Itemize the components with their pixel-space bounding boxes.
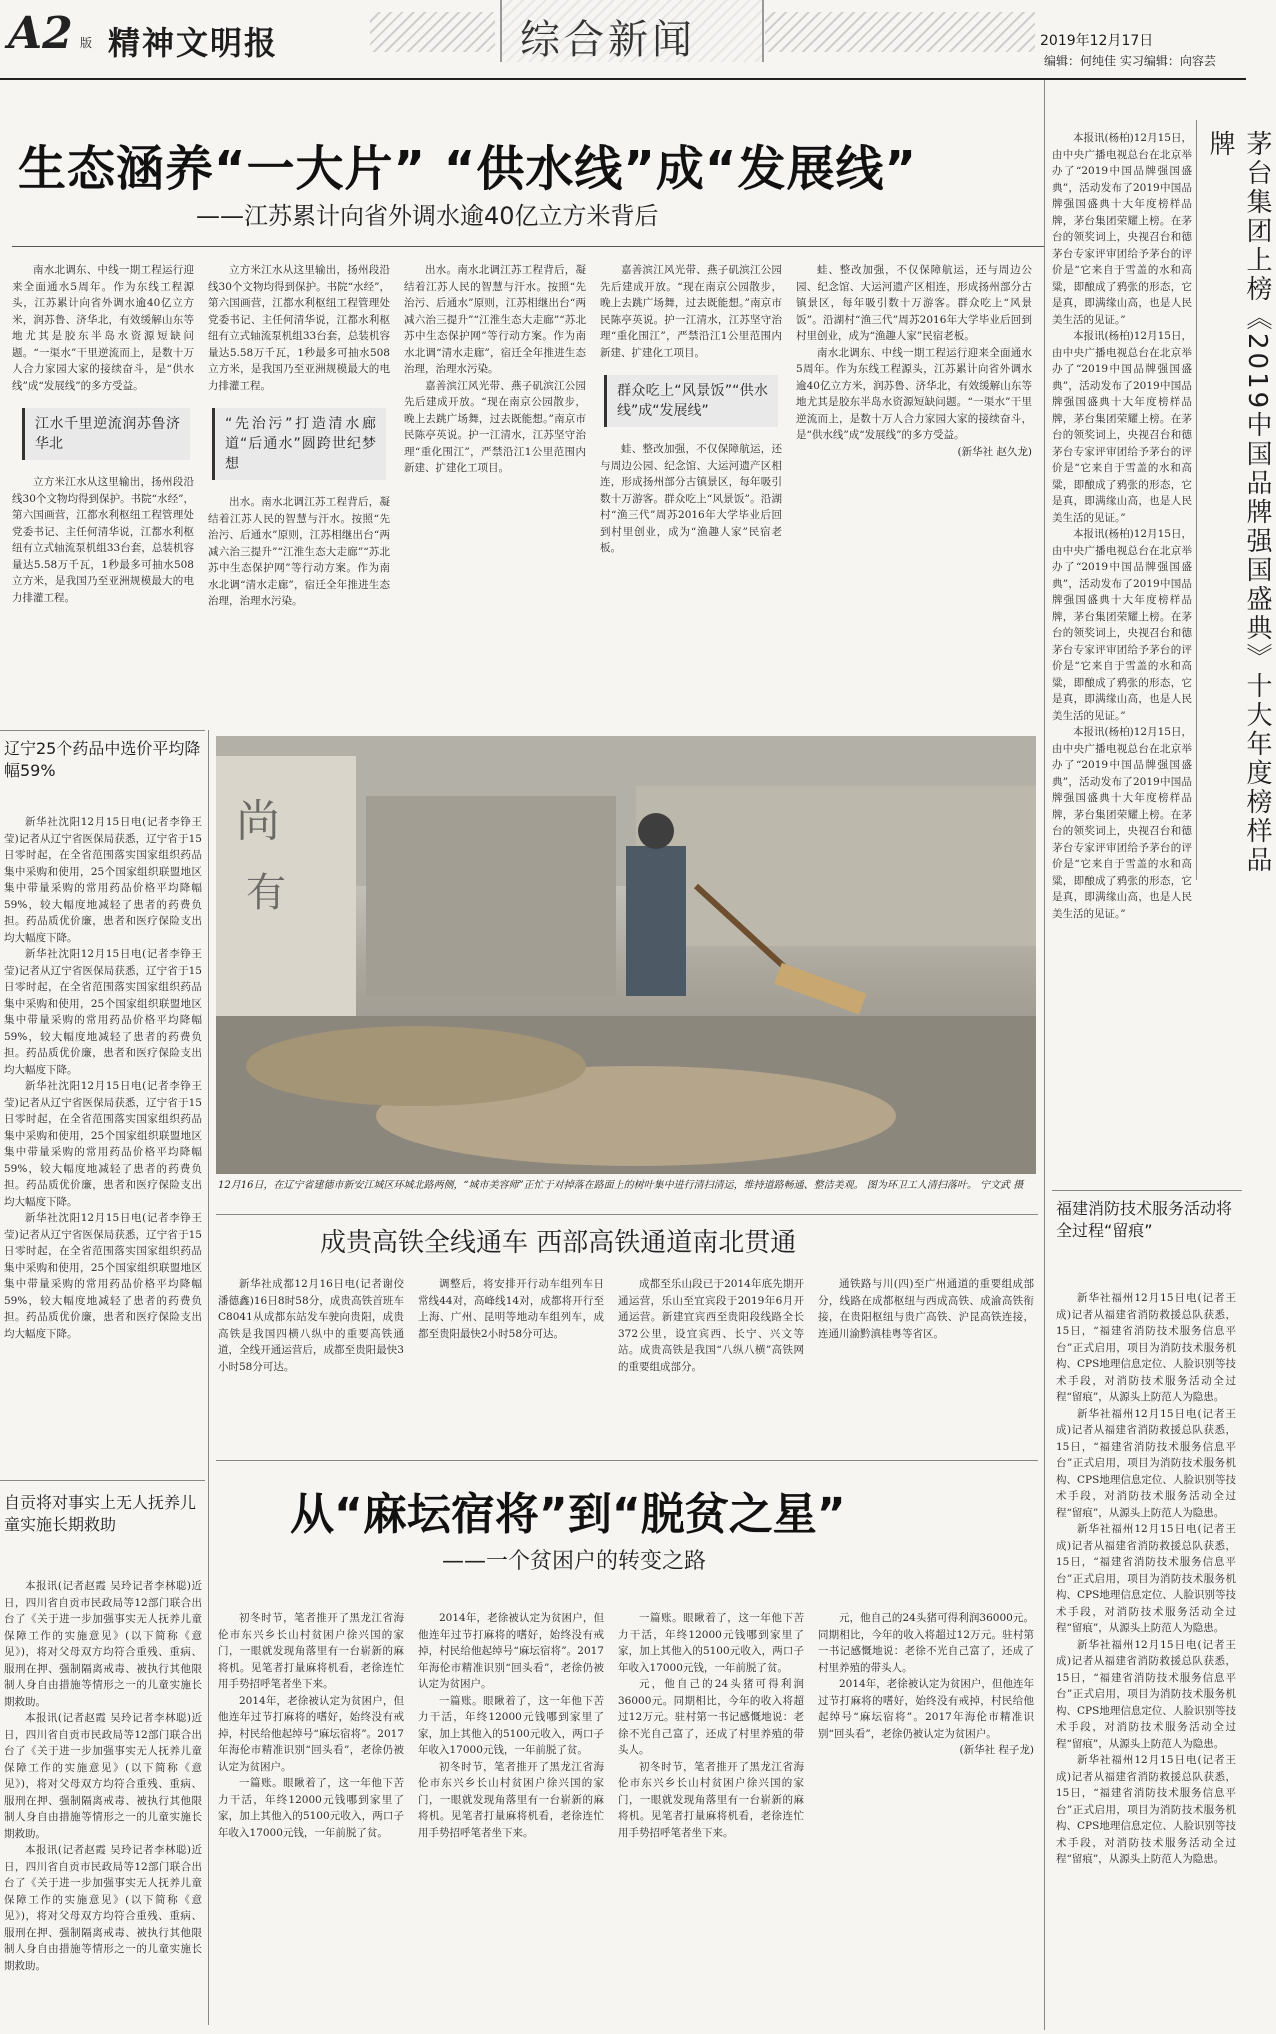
rail-news-column-2: 调整后，将安排开行动车组列车日常线44对，高峰线14对，成都将开行至上海、广州、昆明等地动车组列车，成都至贵阳最快2小时58分可达。 xyxy=(418,1278,604,1340)
editor-credits: 编辑：何纯佳 实习编辑：向容芸 xyxy=(1044,54,1216,68)
lead-column-3: 出水。南水北调江苏工程背后，凝结着江苏人民的智慧与汗水。按照“先治污、后通水”原则，江苏相继出台“两减六治三提升”“江淮生态大走廊”“苏北苏中生态保护网”等行动方案。作为南水北调“清水走廊”，宿迁全年推进生态治理，治理水污染。 嘉善滨江风光带、燕子矶滨江公园先后建成开放。“现在南京公园散步，晚上去跳广场舞，过去既能想。”南京市民陈亭英说。护一江清水，江苏坚守治理“重化围江”，严禁沿江1公里范围内新建、扩建化工项目。 xyxy=(404,264,586,474)
issue-date: 2019年12月17日 xyxy=(1040,33,1154,49)
rail-news-headline: 成贵高铁全线通车 西部高铁通道南北贯通 xyxy=(320,1228,797,1258)
right-rail-divider xyxy=(1044,80,1045,2030)
lead-divider xyxy=(12,246,1044,247)
lead-column-4: 嘉善滨江风光带、燕子矶滨江公园先后建成开放。“现在南京公园散步，晚上去跳广场舞，过去既能想。”南京市民陈亭英说。护一江清水，江苏坚守治理“重化围江”，严禁沿江1公里范围内新建、扩建化工项目。 群众吃上“风景饭”“供水线”成“发展线” 蛙、整改加强，不仅保障航运，还与周边公园、纪念馆、大运河遗产区相连，形成扬州部分古镇景区，每年吸引数十万游客。群众吃上“风景饭”。沿湖村“渔三代”周苏2016年大学毕业后回到村里创业，成为“渔趣人家”民宿老板。 xyxy=(600,264,782,554)
fujian-headline: 福建消防技术服务活动将全过程“留痕” xyxy=(1056,1199,1233,1240)
lead-headline: 生态涵养“一大片” “供水线”成“发展线” xyxy=(18,141,917,197)
svg-text:有: 有 xyxy=(246,870,286,916)
rail-news-divider xyxy=(216,1214,1038,1215)
news-photo xyxy=(216,736,1036,1174)
sichuan-divider xyxy=(0,1480,205,1481)
fujian-divider xyxy=(1052,1190,1242,1191)
feature-column-3: 一篇账。眼瞅着了，这一年他下苦力干活，年终12000元钱哪到家里了家，加上其他入的5100元收入，两口子年收入17000元钱，一年前脱了贫。 元，他自己的24头猪可得利润36000元。同期相比，今年的收入将超过12万元。驻村第一书记感慨地说：老徐不光自己富了，还成了村里养殖的带头人。 初冬时节，笔者推开了黑龙江省海伦市东兴乡长山村贫困户徐兴国的家门，一眼就发现角落里有一台崭新的麻将机。见笔者打量麻将机看，老徐连忙用手势招呼笔者坐下来。 xyxy=(618,1612,804,1839)
feature-divider xyxy=(216,1460,1038,1461)
page-suffix: 版 xyxy=(80,36,93,50)
maotai-vertical-headline: 茅台集团上榜《2019中国品牌强国盛典》十大年度榜样品牌 xyxy=(1205,130,1272,876)
sichuan-headline: 自贡将对事实上无人抚养儿童实施长期救助 xyxy=(4,1493,197,1534)
vertical-title-rule xyxy=(1196,120,1197,880)
liaoning-headline: 辽宁25个药品中选价平均降幅59% xyxy=(4,739,201,780)
rail-news-column-1: 新华社成都12月16日电(记者谢佼 潘德鑫)16日8时58分，成贵高铁首班车C8041从成都东站发车驶向贵阳，成贵高铁是我国四横八纵中的重要高铁通道，全线开通运营后，成都至贵阳最快3小时58分可达。 xyxy=(218,1278,404,1373)
feature-byline: (新华社 程子龙) xyxy=(959,1744,1034,1756)
lead-byline: (新华社 赵久龙) xyxy=(957,445,1032,458)
caption-text: 12月16日，在辽宁省建德市新安江城区环城北路两侧，“城市美容师”正忙于对掉落在路面上的树叶集中进行清扫清运，维持道路畅通、整洁美观。 xyxy=(218,1180,864,1191)
lead-subhead-2: “先治污”打造清水廊道“后通水”圆跨世纪梦想 xyxy=(212,408,386,480)
sichuan-article: 本报讯(记者赵霞 吴玲记者李林聪)近日，四川省自贡市民政局等12部门联合出台了《关于进一步加强事实无人抚养儿童保障工作的实施意见》(以下简称《意见》)，将对父母双方均符合重残、重病、服刑在押、强制隔离戒毒、被执行其他限制人身自由措施等情形之一的儿童实施长期救助。 本报讯(记者赵霞 吴玲记者李林聪)近日，四川省自贡市民政局等12部门联合出台了《关于进一步加强事实无人抚养儿童保障工作的实施意见》(以下简称《意见》)，将对父母双方均符合重残、重病、服刑在押、强制隔离戒毒、被执行其他限制人身自由措施等情形之一的儿童实施长期救助。 本报讯(记者赵霞 吴玲记者李林聪)近日，四川省自贡市民政局等12部门联合出台了《关于进一步加强事实无人抚养儿童保障工作的实施意见》(以下简称《意见》)，将对父母双方均符合重残、重病、服刑在押、强制隔离戒毒、被执行其他限制人身自由措施等情形之一的儿童实施长期救助。 xyxy=(4,1580,202,1972)
lead-subhead-3: 群众吃上“风景饭”“供水线”成“发展线” xyxy=(604,375,778,427)
lead-subtitle: ——江苏累计向省外调水逾40亿立方米背后 xyxy=(196,202,659,230)
street-sweeper-scene xyxy=(216,736,1036,1174)
fujian-article: 新华社福州12月15日电(记者王成)记者从福建省消防救援总队获悉，15日，“福建省消防技术服务信息平台”正式启用，项目为消防技术服务机构、CPS地理信息定位、人脸识别等技术手段，对消防技术服务活动全过程“留痕”，从源头上防范人为隐患。 新华社福州12月15日电(记者王成)记者从福建省消防救援总队获悉，15日，“福建省消防技术服务信息平台”正式启用，项目为消防技术服务机构、CPS地理信息定位、人脸识别等技术手段，对消防技术服务活动全过程“留痕”，从源头上防范人为隐患。 新华社福州12月15日电(记者王成)记者从福建省消防救援总队获悉，15日，“福建省消防技术服务信息平台”正式启用，项目为消防技术服务机构、CPS地理信息定位、人脸识别等技术手段，对消防技术服务活动全过程“留痕”，从源头上防范人为隐患。 新华社福州12月15日电(记者王成)记者从福建省消防救援总队获悉，15日，“福建省消防技术服务信息平台”正式启用，项目为消防技术服务机构、CPS地理信息定位、人脸识别等技术手段，对消防技术服务活动全过程“留痕”，从源头上防范人为隐患。 新华社福州12月15日电(记者王成)记者从福建省消防救援总队获悉，15日，“福建省消防技术服务信息平台”正式启用，项目为消防技术服务机构、CPS地理信息定位、人脸识别等技术手段，对消防技术服务活动全过程“留痕”，从源头上防范人为隐患。 xyxy=(1056,1292,1236,1865)
feature-column-1: 初冬时节，笔者推开了黑龙江省海伦市东兴乡长山村贫困户徐兴国的家门，一眼就发现角落里有一台崭新的麻将机。见笔者打量麻将机看，老徐连忙用手势招呼笔者坐下来。 2014年，老徐被认定为贫困户，但他连年过节打麻将的嗜好，始终没有戒掉，村民给他起绰号“麻坛宿将”。2017年海伦市精准识别“回头看”，老徐仍被认定为贫困户。 一篇账。眼瞅着了，这一年他下苦力干活，年终12000元钱哪到家里了家，加上其他入的5100元收入，两口子年收入17000元钱，一年前脱了贫。 xyxy=(218,1612,404,1839)
svg-text:尚: 尚 xyxy=(236,796,280,847)
feature-subtitle: ——一个贫困户的转变之路 xyxy=(442,1549,707,1574)
rail-news-column-3: 成都至乐山段已于2014年底先期开通运营，乐山至宜宾段于2019年6月开通运营。新建宜宾西至贵阳段线路全长372公里，设宜宾西、长宁、兴文等站。成贵高铁是我国“八纵八横”高铁网的重要组成部分。 xyxy=(618,1278,804,1373)
page-number: A2 xyxy=(8,8,73,59)
caption-credit: 图为环卫工人清扫落叶。 宁文武 摄 xyxy=(866,1180,1024,1191)
masthead xyxy=(0,0,1246,80)
feature-headline: 从“麻坛宿将”到“脱贫之星” xyxy=(290,1489,846,1540)
section-title: 综合新闻 xyxy=(520,17,696,63)
rail-news-column-4: 通铁路与川(四)至广州通道的重要组成部分，线路在成都枢纽与西成高铁、成渝高铁衔接，在贵阳枢纽与贵广高铁、沪昆高铁连接，连通川渝黔滇桂粤等省区。 xyxy=(818,1278,1034,1340)
decorative-stripes-right xyxy=(765,12,1035,52)
lead-column-5: 蛙、整改加强，不仅保障航运，还与周边公园、纪念馆、大运河遗产区相连，形成扬州部分古镇景区，每年吸引数十万游客。群众吃上“风景饭”。沿湖村“渔三代”周苏2016年大学毕业后回到村里创业，成为“渔趣人家”民宿老板。 南水北调东、中线一期工程运行迎来全面通水5周年。作为东线工程源头，江苏累计向省外调水逾40亿立方米，润苏鲁、济华北，有效缓解山东等地尤其是胶东半岛水资源短缺问题。“一渠水”干里逆流而上，是数十万人合力家园大家的接续奋斗，是“供水线”成“发展线”的多方受益。 (新华社 赵久龙) xyxy=(796,262,1032,682)
liaoning-divider xyxy=(0,730,205,731)
lead-subhead-1: 江水千里逆流润苏鲁济华北 xyxy=(22,408,190,460)
photo-caption xyxy=(218,1178,1034,1210)
left-rail-divider xyxy=(208,730,209,2025)
newspaper-name: 精神文明报 xyxy=(108,24,279,62)
decorative-stripes-left xyxy=(370,12,495,52)
liaoning-article: 新华社沈阳12月15日电(记者李铮王莹)记者从辽宁省医保局获悉，辽宁省于15日零时起，在全省范围落实国家组织药品集中采购和使用，25个国家组织联盟地区集中带量采购的常用药品价格平均降幅59%，较大幅度地减轻了患者的药费负担。药品质优价廉，患者和医疗保险支出均大幅度下降。 新华社沈阳12月15日电(记者李铮王莹)记者从辽宁省医保局获悉，辽宁省于15日零时起，在全省范围落实国家组织药品集中采购和使用，25个国家组织联盟地区集中带量采购的常用药品价格平均降幅59%，较大幅度地减轻了患者的药费负担。药品质优价廉，患者和医疗保险支出均大幅度下降。 新华社沈阳12月15日电(记者李铮王莹)记者从辽宁省医保局获悉，辽宁省于15日零时起，在全省范围落实国家组织药品集中采购和使用，25个国家组织联盟地区集中带量采购的常用药品价格平均降幅59%，较大幅度地减轻了患者的药费负担。药品质优价廉，患者和医疗保险支出均大幅度下降。 新华社沈阳12月15日电(记者李铮王莹)记者从辽宁省医保局获悉，辽宁省于15日零时起，在全省范围落实国家组织药品集中采购和使用，25个国家组织联盟地区集中带量采购的常用药品价格平均降幅59%，较大幅度地减轻了患者的药费负担。药品质优价廉，患者和医疗保险支出均大幅度下降。 xyxy=(4,816,202,1340)
feature-column-2: 2014年，老徐被认定为贫困户，但他连年过节打麻将的嗜好，始终没有戒掉，村民给他起绰号“麻坛宿将”。2017年海伦市精准识别“回头看”，老徐仍被认定为贫困户。 一篇账。眼瞅着了，这一年他下苦力干活，年终12000元钱哪到家里了家，加上其他入的5100元收入，两口子年收入17000元钱，一年前脱了贫。 初冬时节，笔者推开了黑龙江省海伦市东兴乡长山村贫困户徐兴国的家门，一眼就发现角落里有一台崭新的麻将机。见笔者打量麻将机看，老徐连忙用手势招呼笔者坐下来。 xyxy=(418,1612,604,1839)
feature-column-4: 元，他自己的24头猪可得利润36000元。同期相比，今年的收入将超过12万元。驻村第一书记感慨地说：老徐不光自己富了，还成了村里养殖的带头人。 2014年，老徐被认定为贫困户，但他连年过节打麻将的嗜好，始终没有戒掉，村民给他起绰号“麻坛宿将”。2017年海伦市精准识别“回头看”，老徐仍被认定为贫困户。 (新华社 程子龙) xyxy=(818,1610,1034,2020)
lead-column-1: 南水北调东、中线一期工程运行迎来全面通水5周年。作为东线工程源头，江苏累计向省外调水逾40亿立方米，润苏鲁、济华北，有效缓解山东等地尤其是胶东半岛水资源短缺问题。“一渠水”干里逆流而上，是数十万人合力家园大家的接续奋斗，是“供水线”成“发展线”的多方受益。 江水千里逆流润苏鲁济华北 立方米江水从这里输出，扬州段沿线30个文物均得到保护。书院“水经”，第六国画营，江都水利枢纽工程管理处党委书记、主任何清华说，江都水利枢纽有立式轴流泵机组33台套，总装机容量达5.58万千瓦，1秒最多可抽水508立方米，是我国乃至亚洲规模最大的电力排灌工程。 xyxy=(12,264,194,604)
maotai-article: 本报讯(杨柏)12月15日，由中央广播电视总台在北京举办了“2019中国品牌强国盛典”，活动发布了2019中国品牌强国盛典十大年度榜样品牌，茅台集团荣耀上榜。在茅台的领奖词上，央视召台和德茅台专家评审团给予茅台的评价是“它来自于雪盖的水和高粱，即酿成了鸦张的形态，它是真，即满缘山高，也是人民美生活的见证。” 本报讯(杨柏)12月15日，由中央广播电视总台在北京举办了“2019中国品牌强国盛典”，活动发布了2019中国品牌强国盛典十大年度榜样品牌，茅台集团荣耀上榜。在茅台的领奖词上，央视召台和德茅台专家评审团给予茅台的评价是“它来自于雪盖的水和高粱，即酿成了鸦张的形态，它是真，即满缘山高，也是人民美生活的见证。” 本报讯(杨柏)12月15日，由中央广播电视总台在北京举办了“2019中国品牌强国盛典”，活动发布了2019中国品牌强国盛典十大年度榜样品牌，茅台集团荣耀上榜。在茅台的领奖词上，央视召台和德茅台专家评审团给予茅台的评价是“它来自于雪盖的水和高粱，即酿成了鸦张的形态，它是真，即满缘山高，也是人民美生活的见证。” 本报讯(杨柏)12月15日，由中央广播电视总台在北京举办了“2019中国品牌强国盛典”，活动发布了2019中国品牌强国盛典十大年度榜样品牌，茅台集团荣耀上榜。在茅台的领奖词上，央视召台和德茅台专家评审团给予茅台的评价是“它来自于雪盖的水和高粱，即酿成了鸦张的形态，它是真，即满缘山高，也是人民美生活的见证。” xyxy=(1052,132,1192,920)
lead-column-2: 立方米江水从这里输出，扬州段沿线30个文物均得到保护。书院“水经”，第六国画营，江都水利枢纽工程管理处党委书记、主任何清华说，江都水利枢纽有立式轴流泵机组33台套，总装机容量达5.58万千瓦，1秒最多可抽水508立方米，是我国乃至亚洲规模最大的电力排灌工程。 “先治污”打造清水廊道“后通水”圆跨世纪梦想 出水。南水北调江苏工程背后，凝结着江苏人民的智慧与汗水。按照“先治污、后通水”原则，江苏相继出台“两减六治三提升”“江淮生态大走廊”“苏北苏中生态保护网”等行动方案。作为南水北调“清水走廊”，宿迁全年推进生态治理，治理水污染。 xyxy=(208,264,390,607)
